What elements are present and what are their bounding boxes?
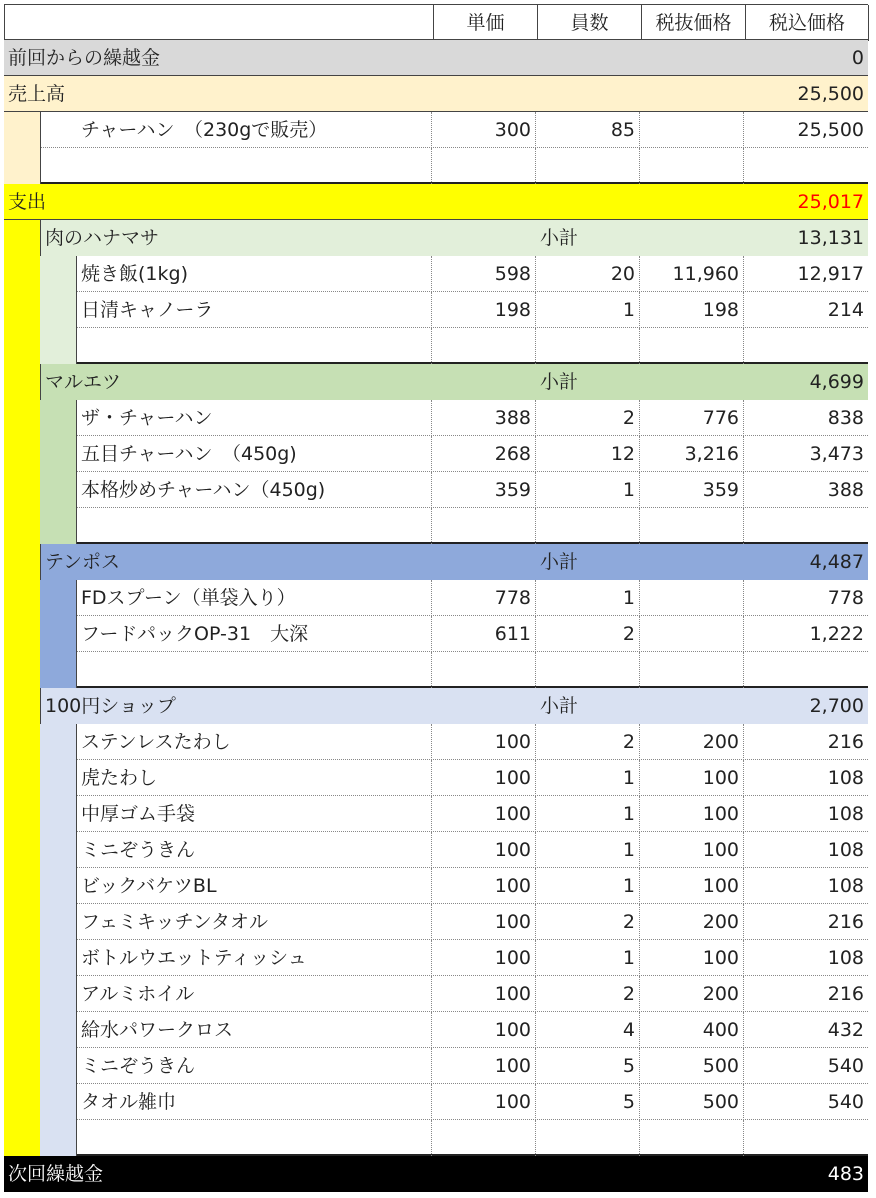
item-name[interactable]: ミニぞうきん [76, 1048, 432, 1084]
group-indent-bar [4, 580, 40, 616]
group-indent-bar [40, 400, 76, 436]
item-unit-price[interactable]: 100 [432, 904, 536, 940]
header-excl-price[interactable]: 税抜価格 [641, 5, 745, 41]
group-indent-bar [4, 832, 40, 868]
vendor-subtotal-label[interactable]: 小計 [540, 551, 579, 573]
group-indent-bar [4, 400, 40, 436]
item-unit-price[interactable] [432, 328, 536, 364]
group-indent-bar [4, 472, 40, 508]
sales-empty-row [4, 148, 868, 184]
sales-header-row [4, 76, 868, 112]
item-count[interactable] [536, 328, 640, 364]
item-unit-price[interactable]: 100 [432, 868, 536, 904]
item-unit-price[interactable]: 100 [432, 832, 536, 868]
group-indent-bar [4, 1120, 40, 1156]
item-name[interactable]: FDスプーン（単袋入り） [76, 580, 432, 616]
item-excl-price[interactable]: 776 [640, 400, 744, 436]
group-indent-bar [4, 364, 40, 400]
item-incl-price[interactable]: 216 [827, 731, 864, 753]
item-name[interactable]: 焼き飯(1kg) [76, 256, 432, 292]
item-count[interactable]: 1 [536, 580, 640, 616]
header-count[interactable]: 員数 [537, 5, 641, 41]
vendor-name[interactable]: 肉のハナマサ [40, 220, 440, 256]
item-incl-price[interactable] [744, 1120, 868, 1156]
item-name[interactable]: ザ・チャーハン [76, 400, 432, 436]
header-row [4, 4, 868, 40]
expense-empty-row [4, 508, 868, 544]
header-unit-price[interactable]: 単価 [433, 5, 537, 41]
item-count[interactable] [536, 148, 640, 184]
item-unit-price[interactable] [432, 652, 536, 688]
next-carryover-row [4, 1156, 868, 1192]
expense-item-row [4, 292, 868, 328]
group-indent-bar [40, 1120, 76, 1156]
group-indent-bar [4, 1012, 40, 1048]
item-incl-price[interactable] [744, 148, 868, 184]
item-excl-price[interactable]: 100 [640, 832, 744, 868]
item-excl-price[interactable]: 100 [640, 868, 744, 904]
expense-item-row [4, 256, 868, 292]
item-name[interactable]: チャーハン （230gで販売） [40, 112, 432, 148]
item-count[interactable]: 2 [536, 724, 640, 760]
item-excl-price[interactable] [640, 508, 744, 544]
group-indent-bar [4, 652, 40, 688]
group-indent-bar [40, 724, 76, 760]
group-indent-bar [4, 724, 40, 760]
item-incl-price[interactable]: 25,500 [797, 119, 864, 141]
expense-header-row [4, 184, 868, 220]
group-indent-bar [4, 112, 40, 148]
item-count[interactable]: 1 [536, 292, 640, 328]
item-name[interactable] [76, 328, 432, 364]
item-count[interactable]: 5 [536, 1048, 640, 1084]
group-indent-bar [4, 760, 40, 796]
vendor-header-row [4, 544, 868, 580]
item-incl-price[interactable]: 214 [827, 299, 864, 321]
group-indent-bar [40, 1048, 76, 1084]
item-excl-price[interactable]: 100 [640, 796, 744, 832]
item-excl-price[interactable]: 200 [640, 724, 744, 760]
item-count[interactable] [536, 652, 640, 688]
group-indent-bar [4, 508, 40, 544]
item-count[interactable]: 2 [536, 400, 640, 436]
item-count[interactable]: 5 [536, 1084, 640, 1120]
group-indent-bar [4, 616, 40, 652]
item-name[interactable]: フードパックOP-31 大深 [76, 616, 432, 652]
item-incl-price[interactable]: 108 [827, 839, 864, 861]
vendor-subtotal-label[interactable]: 小計 [540, 227, 579, 249]
expense-item-row [4, 436, 868, 472]
group-indent-bar [40, 1084, 76, 1120]
item-count[interactable]: 1 [536, 796, 640, 832]
item-incl-price[interactable]: 108 [827, 875, 864, 897]
item-incl-price[interactable]: 108 [827, 767, 864, 789]
item-incl-price[interactable]: 216 [827, 983, 864, 1005]
group-indent-bar [4, 292, 40, 328]
item-count[interactable]: 1 [536, 472, 640, 508]
item-name[interactable] [76, 508, 432, 544]
sales-total[interactable]: 25,500 [797, 83, 864, 105]
item-unit-price[interactable]: 100 [432, 1012, 536, 1048]
col-blank[interactable] [5, 5, 433, 41]
item-incl-price[interactable]: 216 [827, 911, 864, 933]
item-unit-price[interactable]: 100 [432, 940, 536, 976]
item-excl-price[interactable]: 500 [640, 1048, 744, 1084]
expense-item-row [4, 400, 868, 436]
item-name[interactable]: ビックバケツBL [76, 868, 432, 904]
group-indent-bar [40, 256, 76, 292]
group-indent-bar [40, 904, 76, 940]
item-unit-price[interactable]: 778 [432, 580, 536, 616]
group-indent-bar [40, 868, 76, 904]
group-indent-bar [40, 472, 76, 508]
group-indent-bar [40, 580, 76, 616]
item-unit-price[interactable] [432, 1120, 536, 1156]
group-indent-bar [4, 328, 40, 364]
item-unit-price[interactable]: 359 [432, 472, 536, 508]
item-count[interactable]: 1 [536, 940, 640, 976]
item-excl-price[interactable]: 400 [640, 1012, 744, 1048]
expense-item-row [4, 868, 868, 904]
group-indent-bar [4, 148, 40, 184]
item-unit-price[interactable]: 198 [432, 292, 536, 328]
item-excl-price[interactable]: 100 [640, 940, 744, 976]
item-excl-price[interactable]: 198 [640, 292, 744, 328]
item-excl-price[interactable]: 200 [640, 976, 744, 1012]
expense-empty-row [4, 1120, 868, 1156]
vendor-name[interactable]: 100円ショップ [40, 688, 440, 724]
item-unit-price[interactable] [432, 508, 536, 544]
group-indent-bar [40, 940, 76, 976]
next-carryover-value[interactable]: 483 [827, 1163, 864, 1185]
group-indent-bar [40, 292, 76, 328]
expense-item-row [4, 940, 868, 976]
item-name[interactable]: 日清キャノーラ [76, 292, 432, 328]
next-carryover-label[interactable]: 次回繰越金 [8, 1163, 104, 1185]
item-name[interactable]: フェミキッチンタオル [76, 904, 432, 940]
item-name[interactable] [76, 1120, 432, 1156]
item-count[interactable] [536, 508, 640, 544]
item-excl-price[interactable] [640, 652, 744, 688]
item-name[interactable]: 中厚ゴム手袋 [76, 796, 432, 832]
item-name[interactable]: 五目チャーハン （450g) [76, 436, 432, 472]
expense-item-row [4, 580, 868, 616]
sales-item-row [4, 112, 868, 148]
item-name[interactable]: タオル雑巾 [76, 1084, 432, 1120]
item-count[interactable]: 2 [536, 976, 640, 1012]
group-indent-bar [4, 436, 40, 472]
item-name[interactable] [76, 652, 432, 688]
vendor-subtotal-label[interactable]: 小計 [540, 695, 579, 717]
item-incl-price[interactable]: 778 [827, 587, 864, 609]
item-count[interactable]: 20 [536, 256, 640, 292]
item-unit-price[interactable]: 100 [432, 796, 536, 832]
group-indent-bar [40, 796, 76, 832]
carryover-value[interactable]: 0 [851, 47, 864, 69]
expense-label[interactable]: 支出 [8, 191, 47, 213]
item-unit-price[interactable]: 388 [432, 400, 536, 436]
item-incl-price[interactable]: 12,917 [797, 263, 864, 285]
expense-empty-row [4, 652, 868, 688]
item-excl-price[interactable] [640, 148, 744, 184]
expense-total[interactable]: 25,017 [797, 191, 864, 213]
group-indent-bar [4, 220, 40, 256]
item-unit-price[interactable]: 300 [432, 112, 536, 148]
group-indent-bar [40, 1012, 76, 1048]
group-indent-bar [40, 508, 76, 544]
item-name[interactable]: 給水パワークロス [76, 1012, 432, 1048]
item-name[interactable]: アルミホイル [76, 976, 432, 1012]
item-unit-price[interactable]: 100 [432, 760, 536, 796]
expense-item-row [4, 1084, 868, 1120]
item-incl-price[interactable]: 108 [827, 803, 864, 825]
expense-item-row [4, 472, 868, 508]
group-indent-bar [40, 832, 76, 868]
group-indent-bar [4, 868, 40, 904]
item-count[interactable]: 2 [536, 904, 640, 940]
item-count[interactable]: 85 [536, 112, 640, 148]
vendor-subtotal[interactable]: 13,131 [797, 227, 864, 249]
item-unit-price[interactable]: 100 [432, 1084, 536, 1120]
item-incl-price[interactable] [744, 652, 868, 688]
item-unit-price[interactable]: 598 [432, 256, 536, 292]
item-excl-price[interactable] [640, 328, 744, 364]
group-indent-bar [4, 940, 40, 976]
item-excl-price[interactable]: 11,960 [640, 256, 744, 292]
carryover-label[interactable]: 前回からの繰越金 [8, 47, 161, 69]
item-count[interactable]: 1 [536, 868, 640, 904]
vendor-header-row [4, 688, 868, 724]
item-incl-price[interactable]: 540 [827, 1091, 864, 1113]
vendor-subtotal[interactable]: 2,700 [809, 695, 864, 717]
item-incl-price[interactable]: 432 [827, 1019, 864, 1041]
vendor-subtotal[interactable]: 4,487 [809, 551, 864, 573]
expense-item-row [4, 760, 868, 796]
group-indent-bar [4, 1084, 40, 1120]
item-excl-price[interactable] [640, 112, 744, 148]
item-count[interactable]: 1 [536, 832, 640, 868]
vendor-subtotal-label[interactable]: 小計 [540, 371, 579, 393]
item-excl-price[interactable]: 500 [640, 1084, 744, 1120]
vendor-subtotal[interactable]: 4,699 [809, 371, 864, 393]
header-incl-price[interactable]: 税込価格 [745, 5, 869, 41]
group-indent-bar [40, 436, 76, 472]
expense-item-row [4, 796, 868, 832]
group-indent-bar [40, 616, 76, 652]
item-name[interactable]: 虎たわし [76, 760, 432, 796]
group-indent-bar [40, 652, 76, 688]
group-indent-bar [4, 796, 40, 832]
carryover-row [4, 40, 868, 76]
group-indent-bar [40, 760, 76, 796]
group-indent-bar [4, 976, 40, 1012]
expense-item-row [4, 724, 868, 760]
sales-label[interactable]: 売上高 [8, 83, 66, 105]
item-name[interactable]: 本格炒めチャーハン（450g) [76, 472, 432, 508]
item-incl-price[interactable]: 3,473 [809, 443, 864, 465]
item-excl-price[interactable] [640, 1120, 744, 1156]
expense-item-row [4, 832, 868, 868]
expense-empty-row [4, 328, 868, 364]
item-name[interactable]: ボトルウエットティッシュ [76, 940, 432, 976]
group-indent-bar [40, 328, 76, 364]
item-incl-price[interactable]: 108 [827, 947, 864, 969]
item-unit-price[interactable]: 268 [432, 436, 536, 472]
expense-item-row [4, 616, 868, 652]
item-excl-price[interactable]: 100 [640, 760, 744, 796]
vendor-header-row [4, 364, 868, 400]
item-excl-price[interactable] [640, 616, 744, 652]
item-unit-price[interactable]: 611 [432, 616, 536, 652]
item-incl-price[interactable] [744, 508, 868, 544]
item-count[interactable]: 12 [536, 436, 640, 472]
expense-item-row [4, 976, 868, 1012]
item-incl-price[interactable]: 540 [827, 1055, 864, 1077]
item-name[interactable]: ステンレスたわし [76, 724, 432, 760]
item-unit-price[interactable]: 100 [432, 1048, 536, 1084]
expense-item-row [4, 904, 868, 940]
item-incl-price[interactable]: 838 [827, 407, 864, 429]
expense-item-row [4, 1048, 868, 1084]
item-unit-price[interactable] [432, 148, 536, 184]
group-indent-bar [4, 256, 40, 292]
item-unit-price[interactable]: 100 [432, 976, 536, 1012]
item-name[interactable]: ミニぞうきん [76, 832, 432, 868]
item-incl-price[interactable]: 388 [827, 479, 864, 501]
item-excl-price[interactable]: 3,216 [640, 436, 744, 472]
item-excl-price[interactable]: 200 [640, 904, 744, 940]
vendor-header-row [4, 220, 868, 256]
group-indent-bar [4, 1048, 40, 1084]
vendor-name[interactable]: テンポス [40, 544, 440, 580]
group-indent-bar [40, 976, 76, 1012]
item-count[interactable] [536, 1120, 640, 1156]
group-indent-bar [4, 904, 40, 940]
item-count[interactable]: 4 [536, 1012, 640, 1048]
group-indent-bar [4, 544, 40, 580]
vendor-name[interactable]: マルエツ [40, 364, 440, 400]
group-indent-bar [4, 688, 40, 724]
item-count[interactable]: 2 [536, 616, 640, 652]
item-excl-price[interactable]: 359 [640, 472, 744, 508]
item-incl-price[interactable]: 1,222 [809, 623, 864, 645]
item-unit-price[interactable]: 100 [432, 724, 536, 760]
item-excl-price[interactable] [640, 580, 744, 616]
expense-item-row [4, 1012, 868, 1048]
item-count[interactable]: 1 [536, 760, 640, 796]
item-incl-price[interactable] [744, 328, 868, 364]
item-name[interactable] [40, 148, 432, 184]
